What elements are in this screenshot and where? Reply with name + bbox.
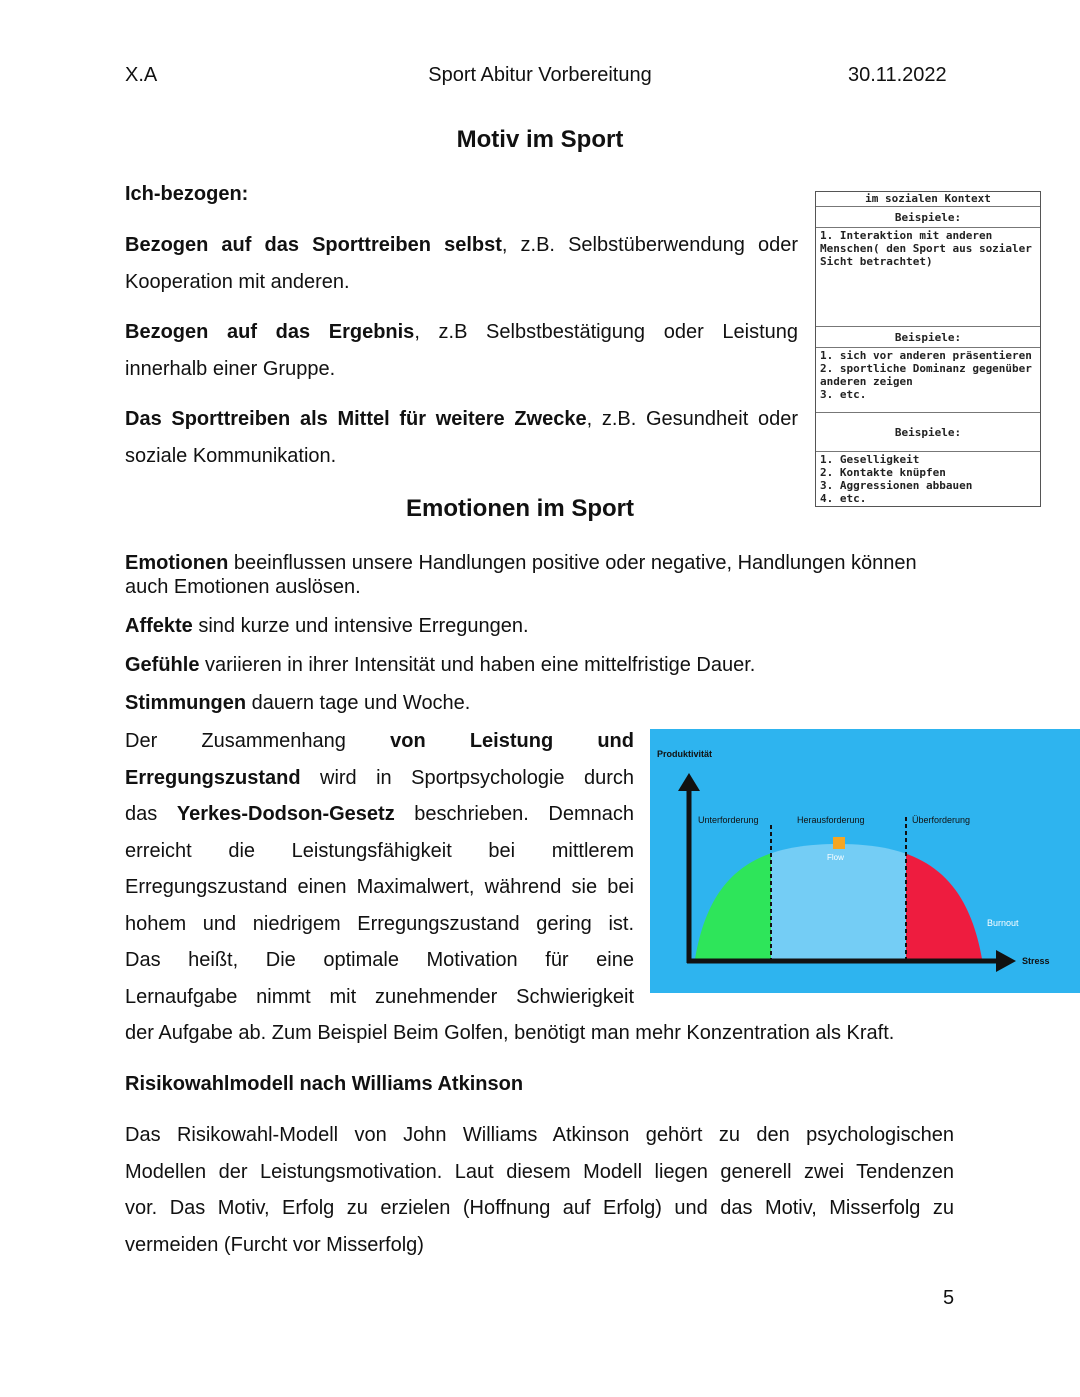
gefuehle-text: variieren in ihrer Intensität und haben eine mittelfristige Dauer.	[199, 654, 756, 676]
zone-blue	[771, 829, 906, 969]
y-axis-label: Produktivität	[657, 749, 713, 759]
yd-line9: der Aufgabe ab. Zum Beispiel Beim Golfen, benötigt man mehr Konzentration als Kraft.	[125, 1022, 895, 1044]
yerkes-dodson-figure	[650, 729, 1080, 993]
subheading-ich-bezogen: Ich-bezogen:	[125, 183, 249, 205]
yd-line2-b: Erregungszustand	[125, 766, 301, 789]
table-cell-1: 1. Interaktion mit anderen Menschen( den Sport aus sozialer Sicht betrachtet)	[816, 228, 1040, 327]
x-axis-arrow-icon	[996, 950, 1016, 972]
p3-line2: soziale Kommunikation.	[125, 444, 337, 467]
yd-line2-a: wird in Sportpsychologie durch	[300, 766, 634, 789]
table-label-1: Beispiele:	[816, 207, 1040, 228]
p1-bold: Bezogen auf das Sporttreiben selbst	[125, 234, 502, 256]
paragraph-stimmungen	[125, 685, 470, 722]
peak-marker	[833, 837, 845, 849]
section-title-risikowahl: Risikowahlmodell nach Williams Atkinson	[125, 1073, 524, 1095]
table-label-3: Beispiele:	[816, 413, 1040, 452]
sozialer-kontext-table	[815, 191, 1041, 507]
header-author: X.A	[125, 64, 158, 86]
yerkes-dodson-diagram	[650, 729, 1080, 993]
header-date: 30.11.2022	[848, 64, 947, 86]
paragraph-affekte	[125, 608, 529, 645]
paragraph-gefuehle	[125, 647, 755, 684]
yd-line1-a: Der Zusammenhang	[125, 730, 391, 752]
y-axis-arrow-icon	[678, 773, 700, 791]
yd-line6: hohem und niedrigem Erregungszustand gering ist.	[125, 912, 634, 935]
yd-line7: Das heißt, Die optimale Motivation für eine	[125, 949, 634, 971]
p3-text: , z.B. Gesundheit oder	[586, 408, 798, 430]
paragraph-yerkes-dodson	[125, 723, 634, 1015]
zone-red	[906, 829, 996, 969]
burnout-label: Burnout	[987, 918, 1019, 928]
risikowahl-line2: Modellen der Leistungsmotivation. Laut diesem Modell liegen generell zwei Tendenzen	[125, 1160, 954, 1183]
peak-label: Flow	[827, 853, 844, 862]
p3-bold: Das Sporttreiben als Mittel für weitere Zwecke	[125, 408, 587, 430]
risikowahl-line4: vermeiden (Furcht vor Misserfolg)	[125, 1233, 424, 1256]
affekte-text: sind kurze und intensive Erregungen.	[192, 615, 529, 637]
emotionen-text: beeinflussen unsere Handlungen positive oder negative, Handlungen können auch Emotionen auslösen.	[125, 552, 917, 598]
yd-line1-b: von Leistung und	[390, 730, 634, 752]
table-cell-3: 1. Geselligkeit 2. Kontakte knüpfen 3. Aggressionen abbauen 4. etc.	[820, 453, 973, 505]
section-title-motiv: Motiv im Sport	[456, 126, 624, 153]
paragraph-sporttreiben	[125, 227, 798, 300]
table-cell-2: 1. sich vor anderen präsentieren 2. sportliche Dominanz gegenüber anderen zeigen 3. etc.	[816, 348, 1040, 413]
yd-line8: Lernaufgabe nimmt mit zunehmender Schwierigkeit	[125, 985, 634, 1008]
risikowahl-line1: Das Risikowahl-Modell von John Williams Atkinson gehört zu den psychologischen	[125, 1124, 954, 1146]
affekte-bold: Affekte	[125, 615, 193, 637]
table-label-2: Beispiele:	[816, 327, 1040, 348]
page-number: 5	[943, 1287, 955, 1309]
paragraph-risikowahl	[125, 1117, 954, 1263]
gefuehle-bold: Gefühle	[125, 654, 200, 676]
yd-line3-c: beschrieben. Demnach	[394, 803, 634, 825]
emotionen-bold: Emotionen	[125, 552, 229, 574]
p1-line2: Kooperation mit anderen.	[125, 270, 350, 293]
zone-green	[690, 829, 771, 969]
yd-line4: erreicht die Leistungsfähigkeit bei mittlerem	[125, 839, 634, 862]
zone-label-herausforderung: Herausforderung	[797, 815, 865, 825]
stimmungen-text: dauern tage und Woche.	[246, 692, 471, 714]
p2-bold: Bezogen auf das Ergebnis	[125, 321, 415, 343]
yd-line3-a: das	[125, 803, 177, 825]
paragraph-mittel	[125, 401, 798, 474]
p2-text: , z.B Selbstbestätigung oder Leistung	[414, 321, 798, 343]
zone-label-unterforderung: Unterforderung	[698, 815, 759, 825]
paragraph-emotionen	[125, 551, 955, 599]
paragraph-ergebnis	[125, 314, 798, 387]
x-axis-label: Stress	[1022, 956, 1050, 966]
risikowahl-line3: vor. Das Motiv, Erfolg zu erzielen (Hoffnung auf Erfolg) und das Motiv, Misserfolg zu	[125, 1197, 954, 1219]
section-title-emotionen: Emotionen im Sport	[406, 495, 634, 522]
yd-line3-b: Yerkes-Dodson-Gesetz	[176, 803, 395, 825]
stimmungen-bold: Stimmungen	[125, 692, 247, 714]
table-header: im sozialen Kontext	[816, 192, 1040, 207]
p1-text: , z.B. Selbstüberwendung oder	[501, 234, 798, 256]
zone-label-ueberforderung: Überforderung	[912, 815, 971, 825]
header-title: Sport Abitur Vorbereitung	[428, 64, 652, 86]
p2-line2: innerhalb einer Gruppe.	[125, 357, 336, 380]
yd-line5: Erregungszustand einen Maximalwert, während sie bei	[125, 876, 634, 898]
